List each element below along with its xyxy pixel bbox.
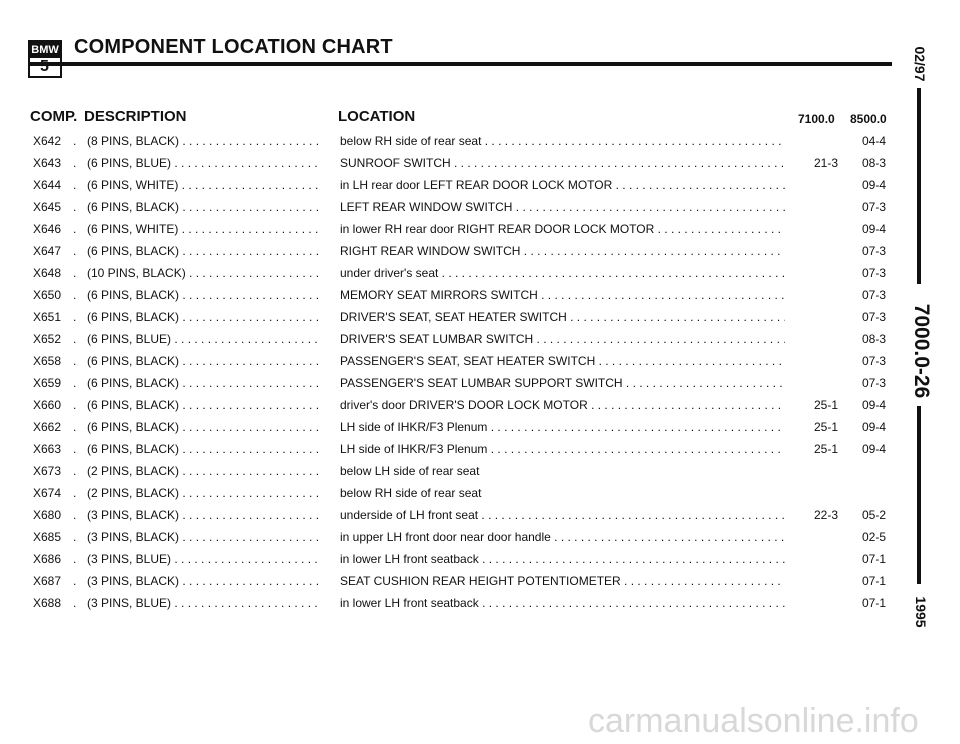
component-id: X660 [33,398,62,412]
row-separator-dot: . [73,442,77,456]
component-location: in upper LH front door near door handle . . . [340,526,785,548]
component-location: MEMORY SEAT MIRRORS SWITCH . . . [340,284,785,306]
connector-description: (6 PINS, BLACK) . . . [87,372,320,394]
page-title: COMPONENT LOCATION CHART [74,36,393,58]
row-separator-dot: . [73,288,77,302]
connector-description: (3 PINS, BLACK) . . . [87,526,320,548]
ref-8500: 09-4 [862,442,887,456]
ref-7100: 25-1 [814,398,839,412]
ref-8500: 07-3 [862,244,887,258]
component-location: LEFT REAR WINDOW SWITCH . . . [340,196,785,218]
connector-description: (3 PINS, BLACK) . . . [87,504,320,526]
column-header-location: LOCATION [338,108,416,125]
component-location: in lower LH front seatback . . . [340,548,785,570]
row-separator-dot: . [73,398,77,412]
component-id: X662 [33,420,62,434]
row-separator-dot: . [73,574,77,588]
table-row [0,218,900,240]
component-location: below LH side of rear seat [340,464,480,478]
component-id: X648 [33,266,62,280]
row-separator-dot: . [73,420,77,434]
table-row [0,482,900,504]
row-separator-dot: . [73,596,77,610]
component-id: X673 [33,464,62,478]
side-year: 1995 [913,596,929,628]
ref-8500: 09-4 [862,222,887,236]
component-location: under driver's seat . . . [340,262,785,284]
component-id: X652 [33,332,62,346]
row-separator-dot: . [73,178,77,192]
column-header-ref1: 7100.0 [798,112,835,126]
column-header-comp: COMP. [30,108,78,125]
component-location: in lower LH front seatback . . . [340,592,785,614]
row-separator-dot: . [73,310,77,324]
table-row [0,548,900,570]
ref-7100: 25-1 [814,420,839,434]
connector-description: (6 PINS, BLUE) . . . [87,328,320,350]
connector-description: (6 PINS, BLACK) . . . [87,240,320,262]
row-separator-dot: . [73,156,77,170]
table-row [0,130,900,152]
component-id: X642 [33,134,62,148]
row-separator-dot: . [73,222,77,236]
component-id: X663 [33,442,62,456]
component-id: X674 [33,486,62,500]
ref-7100: 21-3 [814,156,839,170]
table-row [0,240,900,262]
ref-8500: 09-4 [862,178,887,192]
component-id: X647 [33,244,62,258]
connector-description: (2 PINS, BLACK) . . . [87,460,320,482]
component-location: DRIVER'S SEAT LUMBAR SWITCH . . . [340,328,785,350]
connector-description: (6 PINS, WHITE) . . . [87,218,320,240]
connector-description: (3 PINS, BLUE) . . . [87,592,320,614]
table-row [0,284,900,306]
connector-description: (10 PINS, BLACK) . . . [87,262,320,284]
side-date: 02/97 [912,46,928,82]
table-row [0,570,900,592]
table-row [0,394,900,416]
component-location: DRIVER'S SEAT, SEAT HEATER SWITCH . . . [340,306,785,328]
component-id: X658 [33,354,62,368]
component-id: X685 [33,530,62,544]
table-row [0,592,900,614]
row-separator-dot: . [73,332,77,346]
component-location: in lower RH rear door RIGHT REAR DOOR LOCK MOTOR . . . [340,218,785,240]
component-id: X688 [33,596,62,610]
component-location: PASSENGER'S SEAT, SEAT HEATER SWITCH . . . [340,350,785,372]
component-location: below RH side of rear seat . . . [340,130,785,152]
ref-8500: 07-3 [862,376,887,390]
connector-description: (3 PINS, BLACK) . . . [87,570,320,592]
ref-8500: 09-4 [862,398,887,412]
ref-8500: 04-4 [862,134,887,148]
component-location: SEAT CUSHION REAR HEIGHT POTENTIOMETER . . . [340,570,785,592]
ref-8500: 07-3 [862,288,887,302]
side-page-ref: 7000.0-26 [910,303,933,399]
title-divider [30,62,892,66]
row-separator-dot: . [73,508,77,522]
component-id: X686 [33,552,62,566]
component-location: PASSENGER'S SEAT LUMBAR SUPPORT SWITCH . . . [340,372,785,394]
component-id: X646 [33,222,62,236]
connector-description: (6 PINS, WHITE) . . . [87,174,320,196]
ref-8500: 08-3 [862,332,887,346]
ref-8500: 07-1 [862,574,887,588]
ref-8500: 07-3 [862,266,887,280]
row-separator-dot: . [73,244,77,258]
row-separator-dot: . [73,552,77,566]
component-id: X651 [33,310,62,324]
watermark: carmanualsonline.info [588,702,919,740]
table-row [0,460,900,482]
connector-description: (8 PINS, BLACK) . . . [87,130,320,152]
logo-top-text: BMW [31,44,59,56]
connector-description: (6 PINS, BLACK) . . . [87,394,320,416]
ref-8500: 02-5 [862,530,887,544]
table-row [0,174,900,196]
component-location: underside of LH front seat . . . [340,504,785,526]
ref-8500: 07-3 [862,310,887,324]
component-location: below RH side of rear seat [340,486,482,500]
connector-description: (6 PINS, BLACK) . . . [87,438,320,460]
component-location: driver's door DRIVER'S DOOR LOCK MOTOR . . . [340,394,785,416]
side-rule-top [917,88,921,284]
ref-7100: 22-3 [814,508,839,522]
row-separator-dot: . [73,354,77,368]
row-separator-dot: . [73,266,77,280]
ref-8500: 07-1 [862,596,887,610]
component-id: X659 [33,376,62,390]
table-row [0,306,900,328]
component-id: X643 [33,156,62,170]
table-row [0,262,900,284]
row-separator-dot: . [73,464,77,478]
connector-description: (6 PINS, BLACK) . . . [87,306,320,328]
connector-description: (6 PINS, BLACK) . . . [87,350,320,372]
ref-8500: 05-2 [862,508,887,522]
ref-8500: 07-3 [862,200,887,214]
table-row [0,438,900,460]
component-location: RIGHT REAR WINDOW SWITCH . . . [340,240,785,262]
bmw-5-logo [28,40,62,78]
table-row [0,526,900,548]
table-row [0,152,900,174]
connector-description: (6 PINS, BLUE) . . . [87,152,320,174]
table-row [0,350,900,372]
side-rule-bottom [917,406,921,584]
component-location: in LH rear door LEFT REAR DOOR LOCK MOTOR . . . [340,174,785,196]
ref-8500: 07-3 [862,354,887,368]
component-id: X650 [33,288,62,302]
row-separator-dot: . [73,376,77,390]
row-separator-dot: . [73,200,77,214]
component-id: X644 [33,178,62,192]
ref-8500: 08-3 [862,156,887,170]
component-location: LH side of IHKR/F3 Plenum . . . [340,416,785,438]
table-row [0,416,900,438]
connector-description: (6 PINS, BLACK) . . . [87,196,320,218]
row-separator-dot: . [73,134,77,148]
table-row [0,372,900,394]
component-id: X680 [33,508,62,522]
column-header-description: DESCRIPTION [84,108,187,125]
connector-description: (2 PINS, BLACK) . . . [87,482,320,504]
component-location: LH side of IHKR/F3 Plenum . . . [340,438,785,460]
logo-bottom-text: 5 [40,58,50,75]
ref-8500: 09-4 [862,420,887,434]
table-row [0,328,900,350]
ref-8500: 07-1 [862,552,887,566]
row-separator-dot: . [73,530,77,544]
column-header-ref2: 8500.0 [850,112,887,126]
connector-description: (3 PINS, BLUE) . . . [87,548,320,570]
component-id: X645 [33,200,62,214]
ref-7100: 25-1 [814,442,839,456]
connector-description: (6 PINS, BLACK) . . . [87,416,320,438]
component-id: X687 [33,574,62,588]
table-row [0,196,900,218]
row-separator-dot: . [73,486,77,500]
table-row [0,504,900,526]
connector-description: (6 PINS, BLACK) . . . [87,284,320,306]
component-location: SUNROOF SWITCH . . . [340,152,785,174]
